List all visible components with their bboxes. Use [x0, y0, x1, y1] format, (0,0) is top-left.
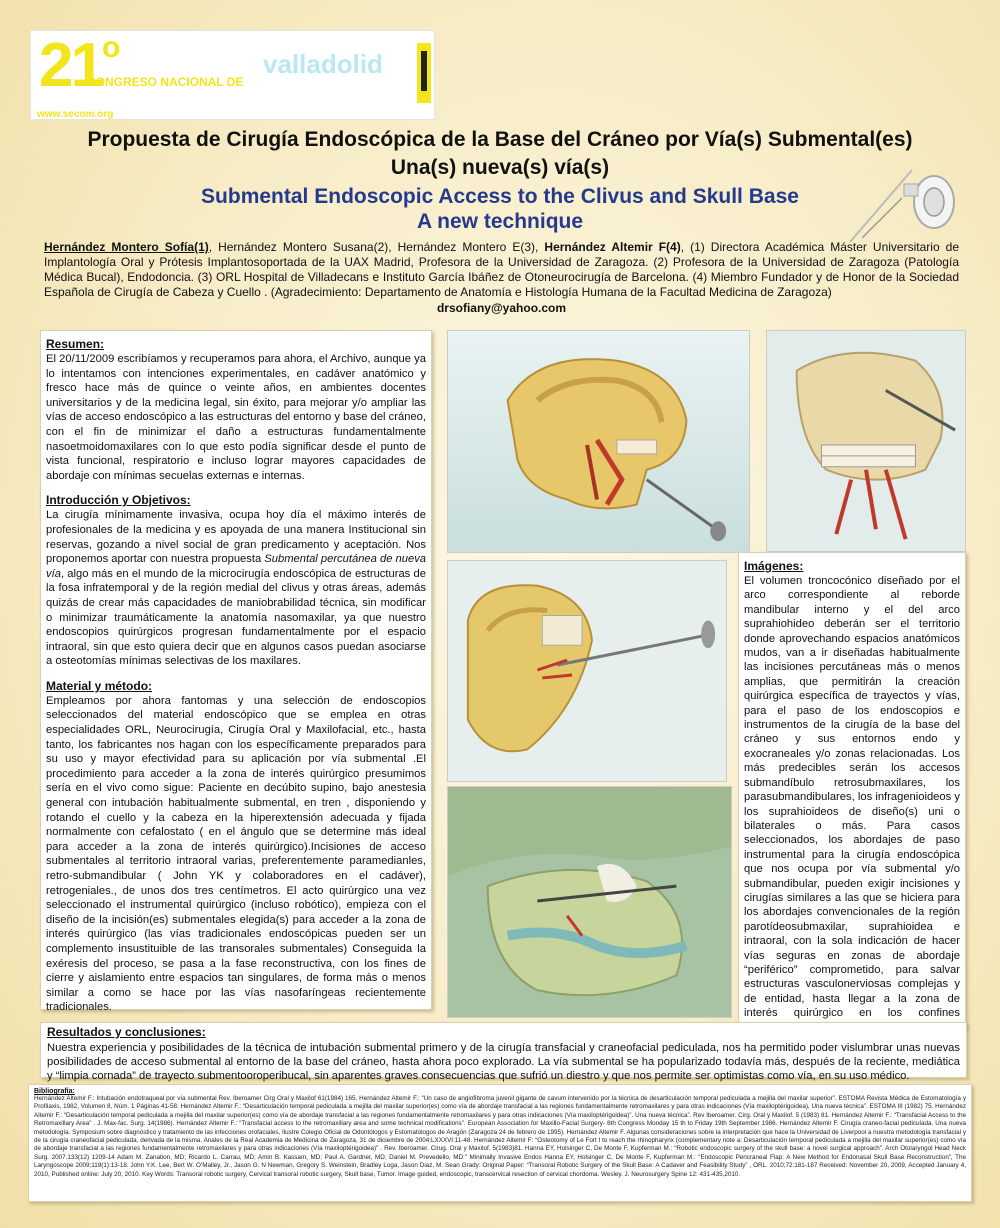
contact-email: drsofiany@yahoo.com: [436, 301, 567, 315]
photo-skull-anterior: [766, 330, 966, 552]
resumen-heading: Resumen:: [46, 337, 105, 351]
imagenes-heading: Imágenes:: [744, 559, 804, 573]
author-4: Hernández Altemir F(4): [544, 240, 681, 254]
logo-bar-inner-icon: [421, 51, 427, 91]
affiliations: , (1) Directora Académica Máster Universitario de Implantología Oral y Prótesis Implantosoportada de la UAX Madrid, Profesora de la Universidad de Zaragoza. (2) Profesora de la Universidad de Zaragoza (Patología Médica Bucal), Endodoncia. (3) ORL Hospital de Villadecans e Instituto García Ibáñez de Otoneurocirugía de Barcelona. (4) Miembro Fundador y de Honor de la Sociedad Española de Cirugía de Cabeza y Cuello . (Agradecimiento: Departamento de Anatomía e Histología Humana de la Facultad Medicina de Zaragoza): [44, 240, 959, 299]
title-es-line1: Propuesta de Cirugía Endoscópica de la Base del Cráneo por Vía(s) Submental(es): [87, 128, 913, 151]
bibliografia-text: Hernández Altemir F.: Intubación endotraqueal por vía submental Rev. Iberoamer Cirg Oral y Maxilof 61(1984) 165. Hernández Altemir F.: “Un caso de angiofibroma juvenil gigante de cavum intervenido por la técnica de desarticulación temporal pediculada a mejilla del maxilar superior”. ESTOMA Revista Médica de Estomatología y Profilaxis, 1982, Volumen 8, Núm. 1 Páginas 41-58. Hernández Altemir F.: “Desarticulación temporal pediculada a mejilla del maxilar superior(es) como vía de abordaje transfacial a las regiones fundamentalmente retromaxilares y para otras indicaciones (Vía maxiloptérigoidea), Una nueva técnica”. ESTOMA III (1982) 75. Hernández Altemir F.: “Desarticulación temporal pediculada a mejilla del maxilar superior(es) como vía de abordaje transfacial a las regiones fundamentalmente retromaxilares y para otras indicaciones (Vía maxiloptérigoidea)”. Una nueva técnica”. Rev Iberoamer. Cirg. Oral y Maxilof. 5 (1983) 81. Hernández Altemir F.: “Transfacial Access to the Retromaxillary Area” . J. Max-fac. Surg. 14(1986). Hernández Altemir F.: “Transfacial access to the retromaxillary area and some technical modifications”. European Association for Maxillo-Facial Surgery- 8th Congress Monday 15 th to Friday 19th September 1986. Hernández Altemir F. Cirugía craneo-facial pediculada. Una nueva metodología. Symposium sobre diagnóstico y tratamiento de las infecciones orofaciales, Ilustre Colegio Oficial de Odontólogos y Estomatólogos de Aragón (Zaragoza 24 de febrero de 1995). Hernández Altemir F. Algunas consideraciones sobre la interpretación que hace la Universidad de Liverpool a nuestra metodología transfacial y de la cirugía craneofacial pediculada, derivada de la misma. Anales de la Real Academia de Medicina de Zaragoza, 31 de diciembre de 2004;LXXXVI:11-48. Hernández Altemir F: “Osteotomy of Le Fort I to reach the rhinopharynx (complementary note a: Desarticulación temporal pediculada a mejilla del maxilar superior(es) como vía de abordaje transfacial a las regiones fundamentalmente retromaxilares y para otras indicaciones (Vía maxiloptérigoidea)” . Rev. Iberoamer. Cirug. Oral y Maxilof. 5(1983)81. Hanna EY, Holsinger C, De Monte F, Kupferman M.: “Robotic endoscopic surgery of the skull base: a novel surgical approach”. Arch Otolaryngol Head Neck Surg. 2007.133(12) 1209-14 Adam M. Zanation, MD; Ricardo L. Carrau, MD; Amin B. Kassam, MD; Paul A. Gardner, MD; Daniel M. Prevedello, MD:” Minimally Invasive Endos Hanna EY, Holsinger C, De Monte F, Kupferman M.: “Endoscopic Pericraneal Flap: A New Method for Endonasal Skull Base Reconstruction”, The Laryngoscope 2009;119(1):13-18. John Y.K. Lee, Bert W. O’Malley, Jr., Jason G. N Newman, Gregory S. Weinstein, Bradley Loga, Jason Diaz, M. Sean Grady: Original Paper: “Transoral Robotic Surgery of the Skull Base: A Cadaver and Feasibility Study” , ORL. 2010;72:181-187 Received: November 20, 2009, Accepted January 4, 2010, Published online: July 20, 2010. Key Words: Transoral robotic surgery, Cervical transoral robotic surgery, Skull base, Tumor. Image guided, endoscopic, transcervical resection of cervical chordoma. Wesley. J. Neurosurgery Spine 12: 431-435,2010.: [34, 1095, 966, 1178]
photo-skull-sagittal: [447, 330, 750, 553]
congress-logo: [30, 30, 435, 120]
logo-number: 21$^o$: [39, 31, 118, 100]
resultados-text: Nuestra experiencia y posibilidades de la técnica de intubación submental primero y de la cirugía transfacial y craneofacial pediculada, nos ha permitido poder vislumbrar unas nuevas posibilidades de acceso submental al entorno de la base del cráneo, hasta ahora poco explorado. La vía submental se ha popularizado todavía más, después de la reciente, mediática y “limpia cornada” de trayecto submentooroperibucal, sin aparentes graves consecuencias que sufrió un diestro y que nos permite ser optimistas como vía, en su uso médico.: [47, 1042, 960, 1082]
resultados-heading: Resultados y conclusiones:: [47, 1025, 206, 1039]
photo-skull-endoscope: [447, 560, 727, 782]
left-text-column: [40, 330, 432, 1014]
bibliografia-heading: Bibliografía:: [34, 1088, 75, 1095]
title-es-line2: Una(s) nueva(s) vía(s): [390, 156, 610, 179]
logo-city-text: valladolid: [263, 49, 383, 79]
imagenes-text: El volumen troncocónico diseñado por el arco correspondiente al reborde mandibular interno y el del arco suprahiohideo deberán ser el territorio donde aprovechando espacios anatómicos mudos, van a ir diseñadas habitualmente las incisiones percutáneas más o menos amplias, que permitirán la creación quirúrgica específica de trayectos y vías, para el paso de los endoscopios e instrumentos de la cirugía de la base del cráneo y sus entornos endo y exocraneales y/o zonas relacionadas. Los más predecibles serán los accesos submandíbulo retrosubmaxilares, los parasubmandibulares, los infragenioideos y los suprahioideos de diseño(s) uni o bilaterales o más. Para casos seleccionados, los abordajes de paso instrumental para la cirugía endoscópica que nos ocupa por vía submental y/o submandibular, pueden exigir incisiones y cirugías similares a las que se hiciera para los abordajes convencionales de la región parotídeosubmaxilar, suprahioidea e intraoral, con la sola indicación de hacer vías seguras en zonas de abordaje “periférico” comprometido, para salvar estructuras vasculonerviosas complejas y de entidad, hasta llegar a la zona de interés quirúrgico en los confines: [744, 575, 960, 1020]
bibliografia-box: [28, 1084, 972, 1202]
authors-block: [44, 240, 959, 316]
author-1: Hernández Montero Sofía(1): [44, 240, 209, 254]
introduccion-text: La cirugía mínimamente invasiva, ocupa hoy día el máximo interés de profesionales de la medicina y es apoyada de una manera Institucional sin reservas, gozando a nivel social de gran predicamento y aceptación. Nos proponemos aportar con nuestra propuesta Submental percutánea de nueva vía, algo más en el mundo de la microcirugía endoscópica de estructuras de la fosa infratemporal y de la región medial del clivus y otras áreas, además quizás de crear más capacidades de maniobrabilidad técnica, sin modificar o minimizar traumáticamente la anatomía nasomaxilar, ya que nuestro endoscopios quirúrgicos progresan fundamentalmente por el espacio intraoral, sin que esto quiera decir que en algunos casos puedan asociarse a osteotomías mínimas selectivas de los maxilares.: [46, 509, 427, 668]
resultados-box: [40, 1022, 967, 1082]
title-en-line2: A new technique: [416, 210, 584, 233]
logo-congreso-text: CONGRESO NACIONAL DE: [87, 75, 244, 89]
material-heading: Material y método:: [46, 678, 153, 693]
title-spanish: [60, 126, 940, 182]
logo-web-text: www.secom.org: [37, 109, 114, 120]
endoscope-icon: [842, 150, 962, 250]
material-text: Empleamos por ahora fantomas y una selección de endoscopios seleccionados del material endoscópico que se emplea en otras especialidades ORL, Neurocirugía, Cirugía Oral y Maxilofacial, etc., hasta tanto, los fabricantes nos hagan con los específicamente preparados para su uso y mayor efectividad para su aplicación por vía submental .El procedimiento para acceder a la zona de interés quirúrgico presumimos sería en el vivo como sigue: Paciente en decúbito supino, bajo anestesia general con intubación habitualmente submental, en tren , disponiendo y rotando el cuello y la cabeza en la hiperextensión adecuada y fijada normalmente con cefalostato ( en el ángulo que se determine más ideal para acceder a la zona de interés quirúrgico).Incisiones de acceso submentales al territorio intraoral varias, preferentemente paramedianles, retro-submandibular ( John YK y colaboradores en el cadáver), retrogeniales., de unos dos tres centímetros. El acto quirúrgico una vez seleccionado el instrumental quirúrgico (incluso robótico), empieza con el diseño de la incisión(es) submentales elegida(s) para acceder a la zona de interés quirúrgico (las vías tradicionales endoscópicas pueden ser un complemento insustituible de las transorales submentales) Conseguida la exéresis del proceso, se pasa a la fase reconstructiva, con los fines de cierre y aislamiento entre espacios tan singulares, de forma más o menos similar a como se hace por las vías nasofaríngeas recientemente tradicionales.: [46, 694, 426, 1014]
imagenes-text-box: [738, 552, 966, 1028]
resumen-text: El 20/11/2009 escribíamos y recuperamos para ahora, el Archivo, aunque ya lo intentamos con intenciones experimentales, en cadáver anatómico y fresco hace más de quince o veinte años, en ambientes docentes universitarios y de la medicina legal, sin éxito, para mejorar y/o ampliar las vías de acceso endoscópico a las estructuras del entorno y base del cráneo, con el fin de minimizar el daño a estructuras fundamentalmente nasoetmoidomaxilares con lo que esto podía significar desde el punto de vista funcional, respiratorio e incluso lograr mayores capacidades de abordaje con mínimas secuelas externas e internas.: [46, 353, 426, 482]
title-en-line1: Submental Endoscopic Access to the Clivus and Skull Base: [201, 185, 799, 208]
introduccion-heading: Introducción y Objetivos:: [46, 493, 191, 508]
photo-cadaver-dissection: [447, 786, 732, 1018]
authors-2-3: , Hernández Montero Susana(2), Hernández Montero E(3),: [208, 240, 545, 254]
title-english: [60, 184, 940, 234]
